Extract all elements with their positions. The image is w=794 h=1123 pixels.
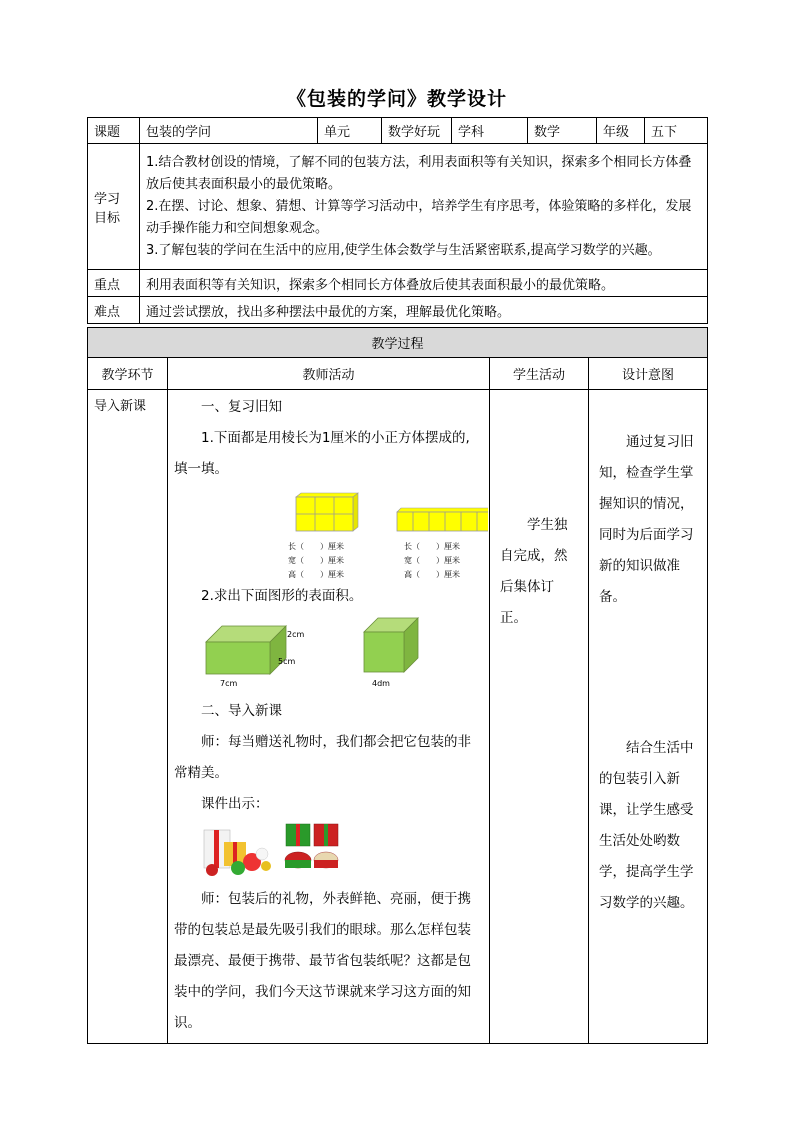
cube-stack-small [296,493,358,531]
column-intent: 设计意图 [589,358,708,390]
process-table [87,327,708,1044]
stage-label: 导入新课 [94,399,147,414]
fill-height: 高（ ）厘米 [288,570,344,579]
key-point-text: 利用表面积等有关知识，探索多个相同长方体叠放后使其表面积最小的最优策略。 [140,270,708,297]
cuboid [206,626,286,674]
fill-length: 长（ ）厘米 [288,542,344,551]
unit-label: 单元 [318,118,382,144]
prism-figures [168,612,488,692]
question-2: 2.求出下面图形的表面积。 [201,588,363,604]
topic-value: 包装的学问 [140,118,318,144]
fill-width: 宽（ ）厘米 [288,556,344,565]
key-point-label: 重点 [88,270,140,297]
dim-5cm: 5cm [278,657,296,666]
column-teacher: 教师活动 [168,358,490,390]
dim-2cm: 2cm [287,630,305,639]
design-intent-2: 结合生活中的包装引入新课，让学生感受生活处处哟数学，提高学生学习数学的兴趣。 [599,740,694,911]
teacher-line-1: 师：每当赠送礼物时，我们都会把它包装的非常精美。 [174,734,471,781]
goal-item: 1.结合教材创设的情境，了解不同的包装方法，利用表面积等有关知识，探索多个相同长方体叠放后使其表面积最小的最优策略。 [146,154,692,192]
design-intent-1: 通过复习旧知，检查学生掌握知识的情况，同时为后面学习新的知识做准备。 [599,434,694,605]
page-title: 《包装的学问》教学设计 [286,88,507,110]
gift-pile-image [204,830,271,876]
goals-content [140,144,708,270]
grade-label: 年级 [597,118,645,144]
column-stage: 教学环节 [88,358,168,390]
goal-item: 3.了解包装的学问在生活中的应用,使学生体会数学与生活紧密联系,提高学习数学的兴趣。 [146,242,661,258]
new-lesson-title: 二、导入新课 [201,703,282,719]
review-title: 一、复习旧知 [201,399,282,415]
fill-height: 高（ ）厘米 [404,570,460,579]
courseware-label: 课件出示： [201,796,269,812]
goal-item: 2.在摆、讨论、想象、猜想、计算等学习活动中，培养学生有序思考，体验策略的多样化，发展动手操作能力和空间想象观念。 [146,198,692,236]
subject-value: 数学 [528,118,597,144]
teacher-line-2: 师：包装后的礼物，外表鲜艳、亮丽，便于携带的包装总是最先吸引我们的眼球。那么怎样包装最漂亮、最便于携带、最节省包装纸呢？这都是包装中的学问，我们今天这节课就来学习这方面的知识。 [174,891,471,1031]
student-activity-cell [490,390,589,1044]
goals-label: 学习 目标 [88,144,140,270]
fill-blanks [288,541,460,579]
student-activity-text: 学生独自完成，然后集体订正。 [500,517,568,626]
teacher-activity-cell [168,390,490,1044]
topic-label: 课题 [88,118,140,144]
lesson-info-table [87,117,708,324]
gift-boxes-image [285,824,338,868]
difficulty-label: 难点 [88,297,140,324]
gift-images [168,820,488,880]
dim-7cm: 7cm [220,679,238,688]
unit-value: 数学好玩 [382,118,452,144]
subject-label: 学科 [452,118,528,144]
cube [364,618,418,672]
cube-row-long [397,508,488,531]
dim-4dm: 4dm [372,679,390,688]
fill-width: 宽（ ）厘米 [404,556,460,565]
grade-value: 五下 [645,118,708,144]
cube-figures [168,489,488,589]
fill-length: 长（ ）厘米 [404,542,460,551]
question-1: 1.下面都是用棱长为1厘米的小正方体摆成的,填一填。 [174,430,470,477]
difficulty-text: 通过尝试摆放，找出多种摆法中最优的方案，理解最优化策略。 [140,297,708,324]
column-student: 学生活动 [490,358,589,390]
process-section-title: 教学过程 [88,328,708,358]
stage-cell [88,390,168,1044]
design-intent-cell [589,390,708,1044]
